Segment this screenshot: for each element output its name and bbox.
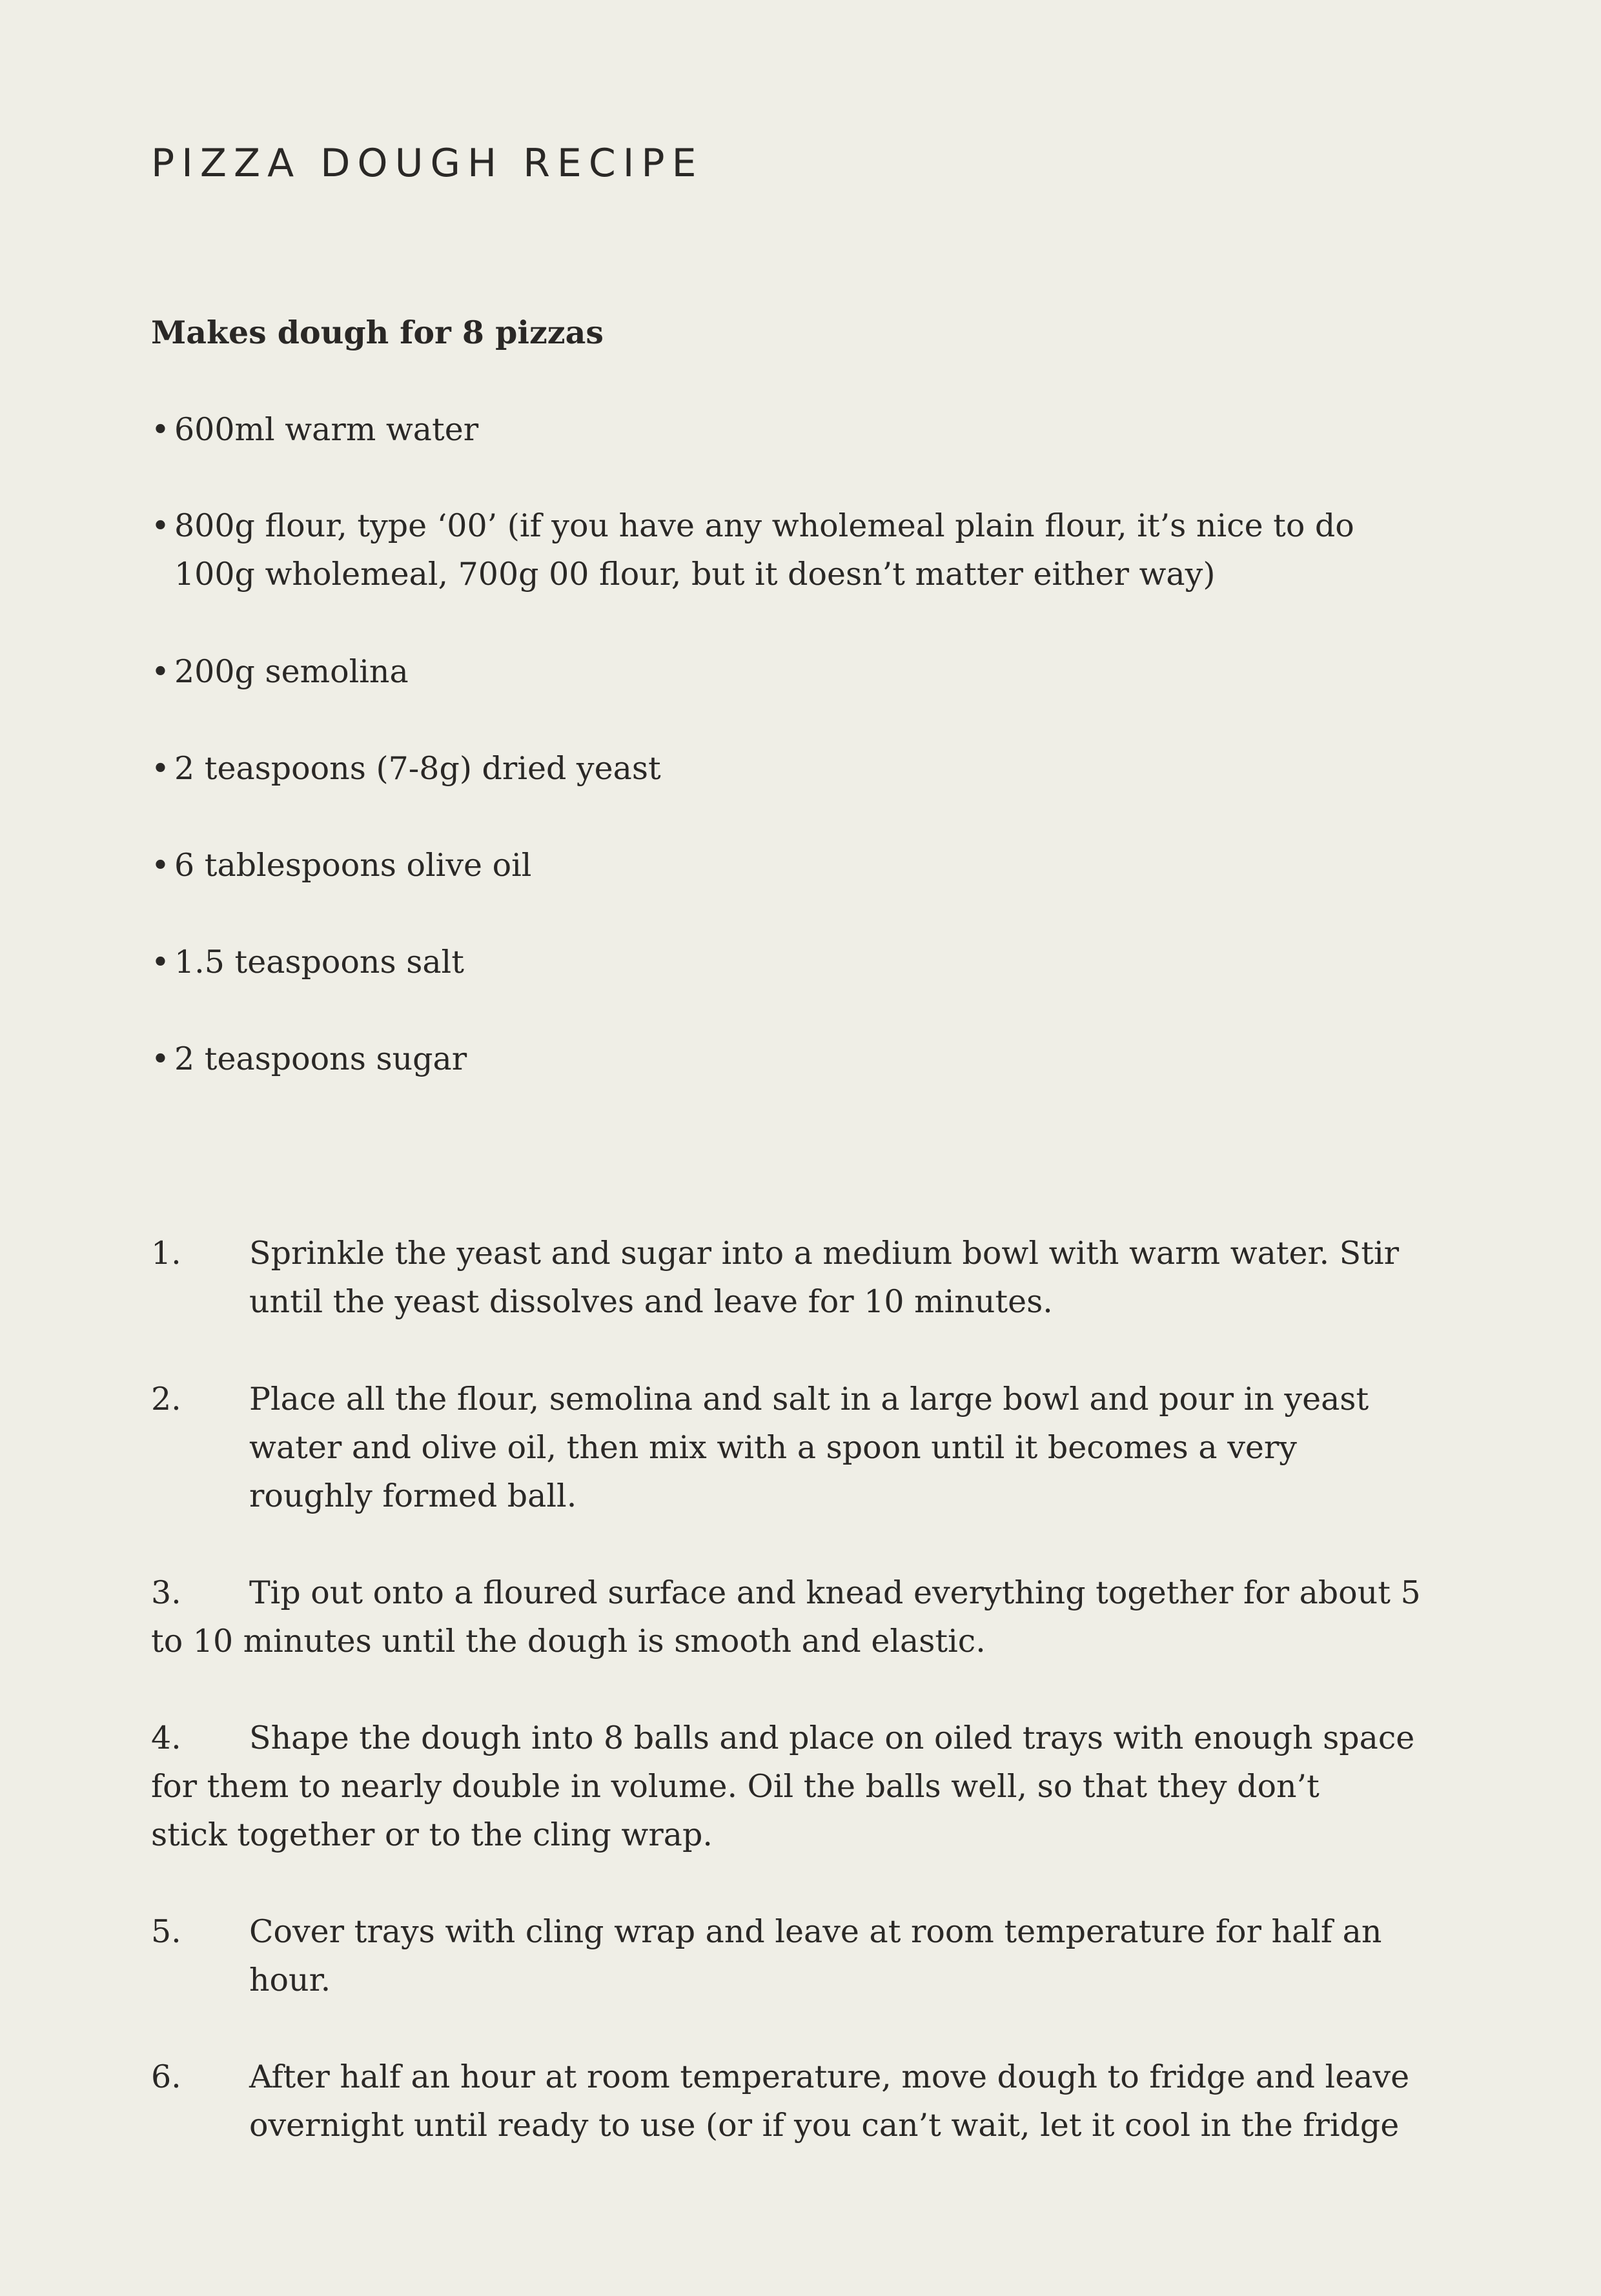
ingredient-text: 200g semolina — [174, 653, 409, 690]
step-text: After half an hour at room temperature, move dough to fridge and leave overnight until ready to use (or if you can’t wait, let it cool in the fridge — [249, 2058, 1410, 2144]
page-title: PIZZA DOUGH RECIPE — [151, 141, 704, 186]
method-step — [151, 1907, 1468, 2004]
ingredient-item — [151, 744, 1449, 793]
bullet-icon: • — [151, 847, 170, 884]
ingredient-item — [151, 938, 1449, 986]
ingredient-text: 2 teaspoons (7-8g) dried yeast — [174, 750, 661, 787]
ingredient-text: 2 teaspoons sugar — [174, 1041, 467, 1077]
step-text: Tip out onto a floured surface and knead everything together for about 5 to 10 minutes until the dough is smooth and elastic. — [151, 1574, 1421, 1660]
ingredient-item — [151, 502, 1449, 598]
step-number: 5. — [151, 1913, 181, 1950]
bullet-icon: • — [151, 944, 170, 980]
method-step — [151, 1569, 1468, 1665]
step-text: Place all the flour, semolina and salt in a large bowl and pour in yeast water and olive oil, then mix with a spoon until it becomes a very roughly formed ball. — [249, 1381, 1369, 1514]
method-step — [151, 1714, 1468, 1859]
bullet-icon: • — [151, 507, 170, 544]
step-number: 1. — [151, 1235, 181, 1272]
step-text: Cover trays with cling wrap and leave at room temperature for half an hour. — [249, 1913, 1382, 1998]
ingredient-text: 800g flour, type ‘00’ (if you have any wholemeal plain flour, it’s nice to do 100g wholemeal, 700g 00 flour, but it doesn’t matter either way) — [174, 507, 1354, 593]
step-number: 4. — [151, 1720, 181, 1756]
bullet-icon: • — [151, 750, 170, 787]
ingredient-item — [151, 841, 1449, 889]
ingredient-text: 600ml warm water — [174, 411, 479, 448]
ingredient-item — [151, 405, 1449, 454]
step-number: 2. — [151, 1381, 181, 1417]
step-text: Sprinkle the yeast and sugar into a medium bowl with warm water. Stir until the yeast dissolves and leave for 10 minutes. — [249, 1235, 1400, 1320]
ingredient-text: 6 tablespoons olive oil — [174, 847, 532, 884]
method-step — [151, 2053, 1468, 2149]
ingredient-item — [151, 647, 1449, 696]
step-text: Shape the dough into 8 balls and place on oiled trays with enough space for them to nearly double in volume. Oil the balls well, so that they don’t stick together or to the cling wrap. — [151, 1720, 1415, 1853]
yield-heading: Makes dough for 8 pizzas — [151, 314, 604, 351]
ingredient-item — [151, 1035, 1449, 1083]
bullet-icon: • — [151, 411, 170, 448]
method-step — [151, 1375, 1468, 1520]
step-number: 6. — [151, 2058, 181, 2095]
bullet-icon: • — [151, 1041, 170, 1077]
bullet-icon: • — [151, 653, 170, 690]
step-number: 3. — [151, 1574, 181, 1611]
method-step — [151, 1229, 1468, 1326]
ingredient-text: 1.5 teaspoons salt — [174, 944, 464, 980]
